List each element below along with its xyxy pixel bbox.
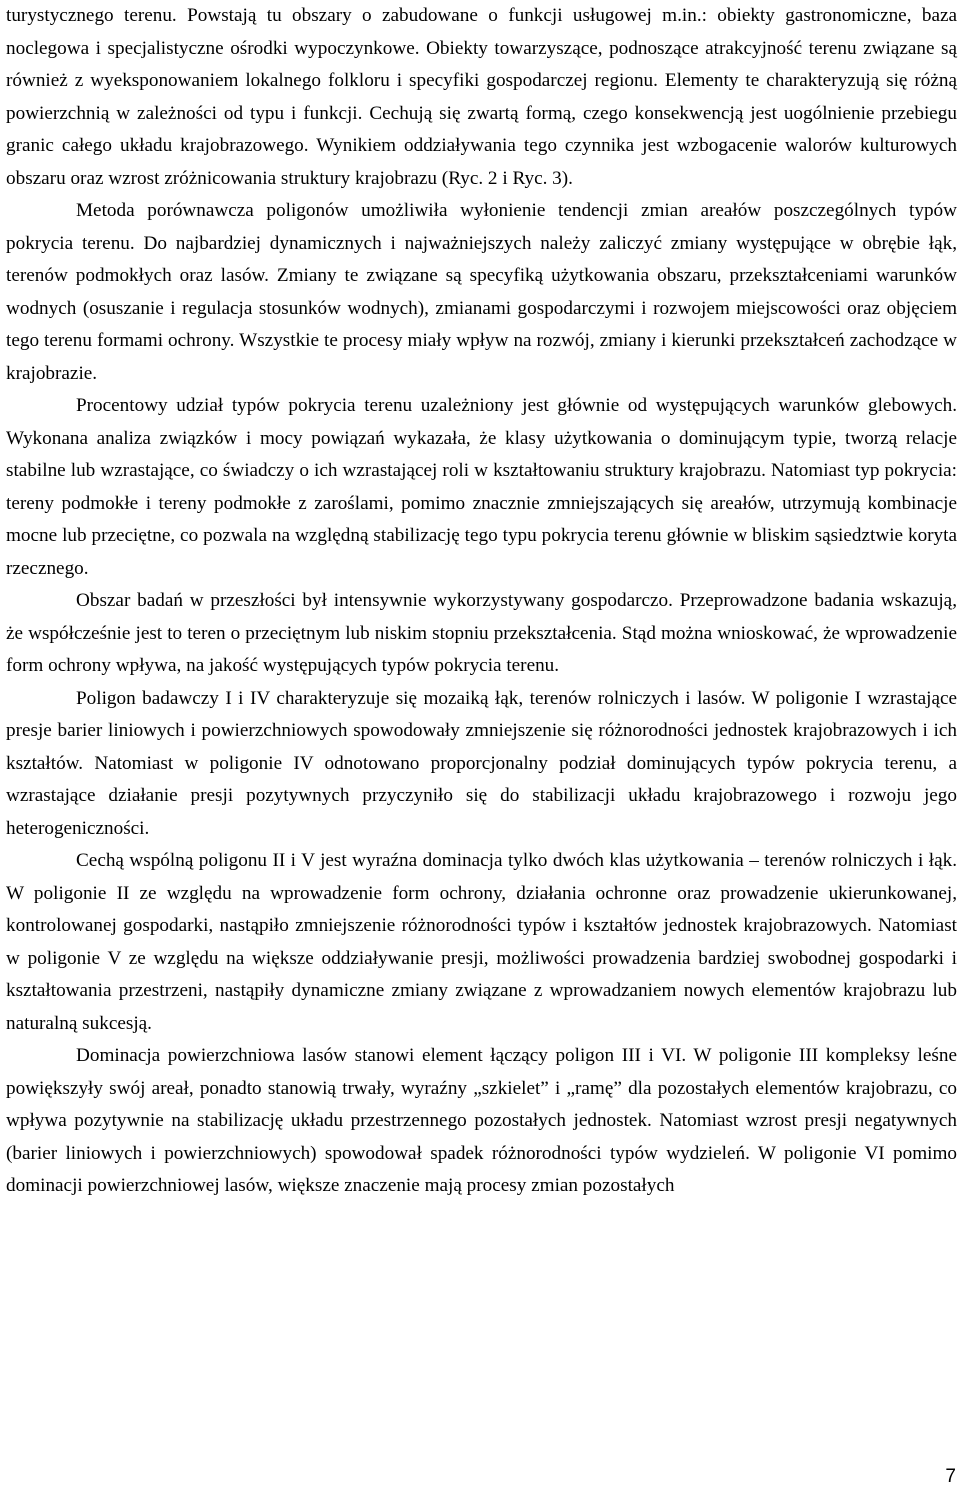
paragraph-study-area: Obszar badań w przeszłości był intensywnie wykorzystywany gospodarczo. Przeprowadzone badania wskazują, że współcześnie jest to teren o przeciętnym lub niskim stopniu przekształcenia. Stąd można wnioskować, że wprowadzenie form ochrony wpływa, na jakość występujących typów pokrycia terenu. bbox=[6, 590, 957, 676]
document-page bbox=[6, 0, 957, 1203]
paragraph-comparative-method: Metoda porównawcza poligonów umożliwiła wyłonienie tendencji zmian areałów poszczególnych typów pokrycia terenu. Do najbardziej dynamicznych i najważniejszych należy zaliczyć zmiany występujące w obrębie łąk, terenów podmokłych oraz lasów. Zmiany te związane są specyfiką użytkowania obszaru, przekształceniami warunków wodnych (osuszanie i regulacja stosunków wodnych), zmianami gospodarczymi i rozwojem miejscowości oraz objęciem tego terenu formami ochrony. Wszystkie te procesy miały wpływ na rozwój, zmiany i kierunki przekształceń zachodzące w krajobrazie. bbox=[6, 200, 957, 384]
paragraph-continuation: turystycznego terenu. Powstają tu obszary o zabudowane o funkcji usługowej m.in.: obiekty gastronomiczne, baza noclegowa i specjalistyczne ośrodki wypoczynkowe. Obiekty towarzyszące, podnoszące atrakcyjność terenu związane są również z wyeksponowaniem lokalnego folkloru i specyfiki gospodarczej regionu. Elementy te charakteryzują się różną powierzchnią w zależności od typu i funkcji. Cechują się zwartą formą, czego konsekwencją jest uogólnienie przebiegu granic całego układu krajobrazowego. Wynikiem oddziaływania tego czynnika jest wzbogacenie walorów kulturowych obszaru oraz wzrost zróżnicowania struktury krajobrazu (Ryc. 2 i Ryc. 3). bbox=[6, 5, 957, 189]
paragraph-polygons-iii-vi: Dominacja powierzchniowa lasów stanowi element łączący poligon III i VI. W poligonie III kompleksy leśne powiększyły swój areał, ponadto stanowią trwały, wyraźny „szkielet” i „ramę” dla pozostałych elementów krajobrazu, co wpływa pozytywnie na stabilizację układu przestrzennego pozostałych jednostek. Natomiast wzrost presji negatywnych (barier liniowych i powierzchniowych) spowodował spadek różnorodności typów wydzieleń. W poligonie VI pomimo dominacji powierzchniowej lasów, większe znaczenie mają procesy zmian pozostałych bbox=[6, 1045, 957, 1196]
paragraph-polygons-ii-v: Cechą wspólną poligonu II i V jest wyraźna dominacja tylko dwóch klas użytkowania – terenów rolniczych i łąk. W poligonie II ze względu na wprowadzenie form ochrony, działania ochronne oraz prowadzenie ukierunkowanej, kontrolowanej gospodarki, nastąpiło zmniejszenie różnorodności typów i kształtów jednostek krajobrazowych. Natomiast w poligonie V ze względu na większe oddziaływanie presji, możliwości prowadzenia bardziej swobodnej gospodarki i kształtowania przestrzeni, nastąpiły dynamiczne zmiany związane z wprowadzaniem nowych elementów krajobrazu lub naturalną sukcesją. bbox=[6, 850, 957, 1034]
paragraph-polygons-i-iv: Poligon badawczy I i IV charakteryzuje się mozaiką łąk, terenów rolniczych i lasów. W poligonie I wzrastające presje barier liniowych i powierzchniowych spowodowały zmniejszenie się różnorodności jednostek krajobrazowych i ich kształtów. Natomiast w poligonie IV odnotowano proporcjonalny podział dominujących typów pokrycia terenu, a wzrastające działanie presji pozytywnych przyczyniło się do stabilizacji układu krajobrazowego i rozwoju jego heterogeniczności. bbox=[6, 687, 957, 839]
paragraph-land-cover-share: Procentowy udział typów pokrycia terenu uzależniony jest głównie od występujących warunków glebowych. Wykonana analiza związków i mocy powiązań wykazała, że klasy użytkowania o dominującym typie, tworzą relacje stabilne lub wzrastające, co świadczy o ich wzrastającej roli w kształtowaniu struktury krajobrazu. Natomiast typ pokrycia: tereny podmokłe i tereny podmokłe z zaroślami, pomimo znacznie zmniejszających się areałów, utrzymują kombinacje mocne lub przeciętne, co pozwala na względną stabilizację tego typu pokrycia terenu głównie w bliskim sąsiedztwie koryta rzecznego. bbox=[6, 395, 957, 579]
page-number: 7 bbox=[945, 1466, 956, 1487]
